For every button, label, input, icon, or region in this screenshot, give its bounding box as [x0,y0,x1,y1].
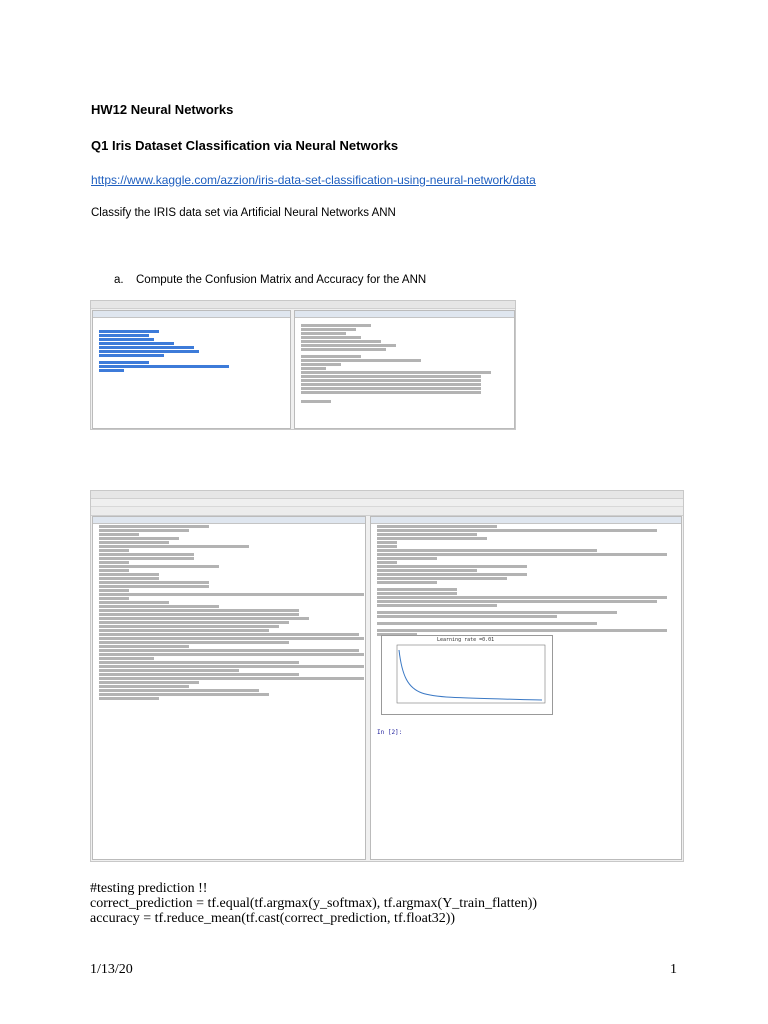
console-pane [370,516,682,860]
homework-title: HW12 Neural Networks [91,102,234,117]
ide-screenshot-2 [90,490,684,862]
editor-pane [92,310,291,429]
kaggle-link[interactable]: https://www.kaggle.com/azzion/iris-data-set-classification-using-neural-network/data [91,173,536,187]
code-line: #testing prediction !! [90,881,208,896]
console-pane [294,310,515,429]
plot-title: Learning rate =0.01 [437,637,495,643]
editor-tab [93,517,365,524]
console-prompt[interactable]: In [2]: [377,729,403,736]
learning-rate-plot [381,635,553,715]
editor-tab [93,311,290,318]
intro-paragraph: Classify the IRIS data set via Artificial Neural Networks ANN [91,207,396,219]
ide-titlebar [91,301,515,309]
ide-screenshot-1 [90,300,516,430]
code-line: accuracy = tf.reduce_mean(tf.cast(correct_prediction, tf.float32)) [90,911,456,926]
ide-titlebar [91,491,683,499]
list-item-text: Compute the Confusion Matrix and Accuracy for the ANN [136,274,427,286]
question-heading: Q1 Iris Dataset Classification via Neural Networks [91,138,399,153]
footer-date: 1/13/20 [90,962,133,977]
list-item-a [114,274,426,286]
code-snippet [90,881,537,926]
code-line: correct_prediction = tf.equal(tf.argmax(y_softmax), tf.argmax(Y_train_flatten)) [90,896,538,911]
ide-toolbar[interactable] [91,507,683,516]
editor-pane [92,516,366,860]
footer-page-number: 1 [670,962,677,977]
console-tab [371,517,681,524]
cost-curve [382,636,552,714]
console-tab [295,311,514,318]
list-marker: a. [114,274,124,286]
ide-menubar[interactable] [91,499,683,507]
